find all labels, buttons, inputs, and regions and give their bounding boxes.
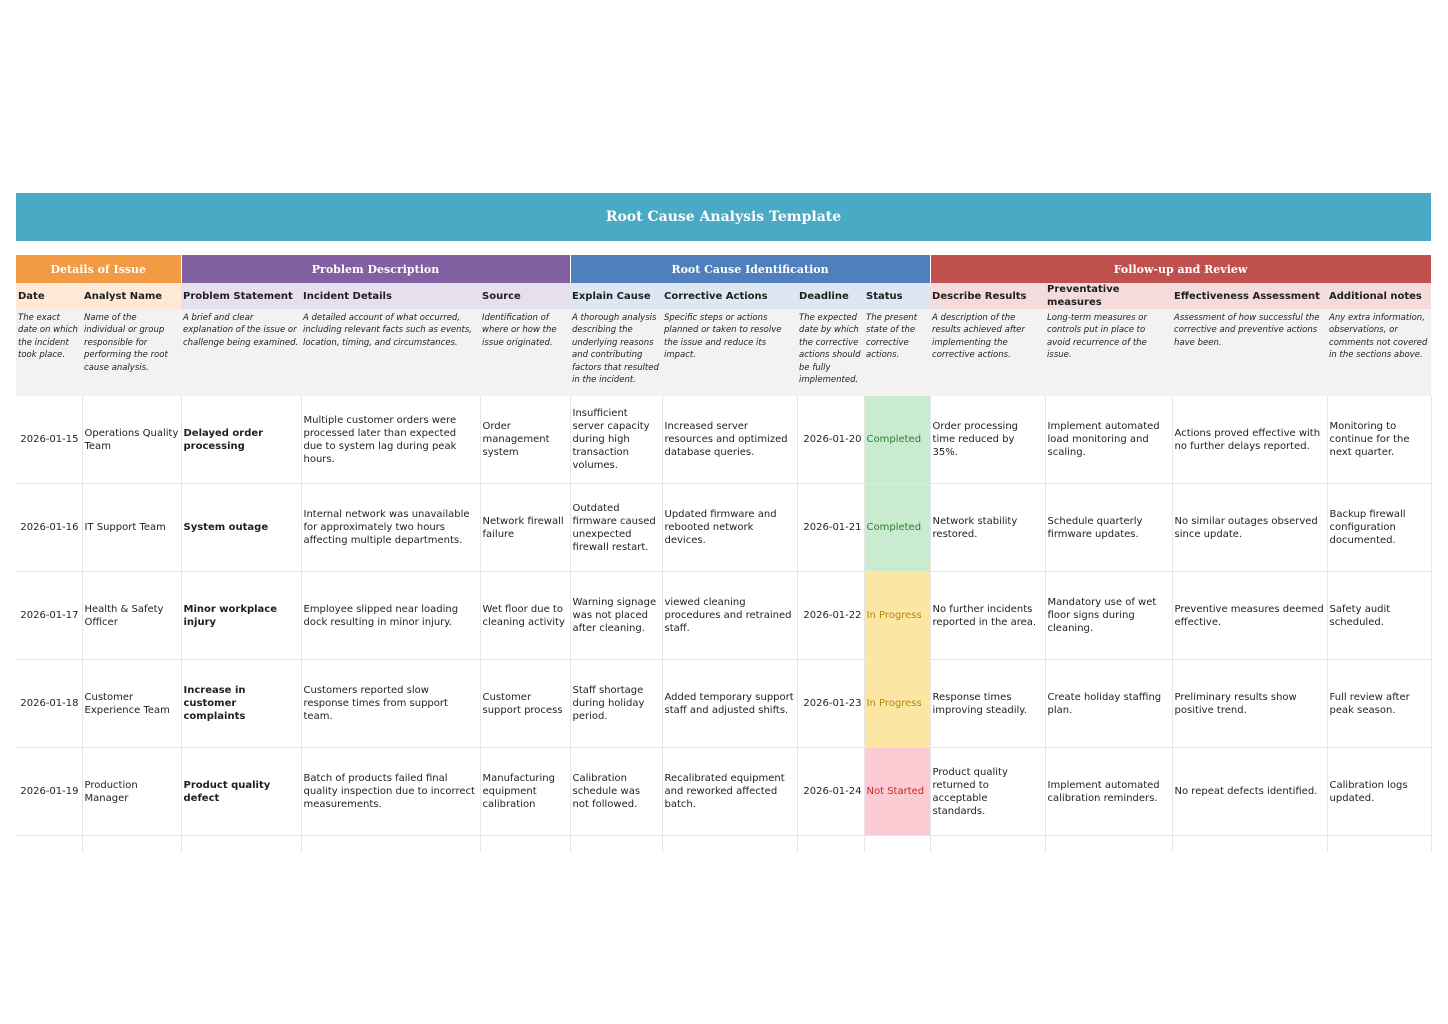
cell-additional-notes[interactable]: Full review after peak season. — [1327, 660, 1431, 748]
col-desc-source: Identification of where or how the issue originated. — [480, 309, 570, 396]
col-desc-incident-details: A detailed account of what occurred, including relevant facts such as events, location, timing, and circumstances. — [301, 309, 480, 396]
cell-preventative-measures[interactable]: Schedule quarterly firmware updates. — [1045, 484, 1172, 572]
cell-analyst[interactable]: Customer Experience Team — [82, 660, 181, 748]
empty-row — [16, 836, 1431, 853]
cell-source[interactable]: Customer support process — [480, 660, 570, 748]
cell-incident-details[interactable]: Batch of products failed final quality inspection due to incorrect measurements. — [301, 748, 480, 836]
cell-analyst[interactable]: Operations Quality Team — [82, 396, 181, 484]
col-desc-explain-cause: A thorough analysis describing the underlying reasons and contributing factors that resulted in the incident. — [570, 309, 662, 396]
col-desc-effectiveness-assessment: Assessment of how successful the corrective and preventive actions have been. — [1172, 309, 1327, 396]
empty-cell[interactable] — [1327, 836, 1431, 853]
cell-source[interactable]: Wet floor due to cleaning activity — [480, 572, 570, 660]
col-desc-corrective-actions: Specific steps or actions planned or taken to resolve the issue and reduce its impact. — [662, 309, 797, 396]
cell-explain-cause[interactable]: Staff shortage during holiday period. — [570, 660, 662, 748]
cell-analyst[interactable]: Production Manager — [82, 748, 181, 836]
cell-problem-statement[interactable]: Delayed order processing — [181, 396, 301, 484]
cell-effectiveness-assessment[interactable]: Actions proved effective with no further delays reported. — [1172, 396, 1327, 484]
cell-source[interactable]: Order management system — [480, 396, 570, 484]
table-row — [16, 660, 1431, 748]
empty-cell[interactable] — [16, 836, 82, 853]
col-header-corrective-actions[interactable]: Corrective Actions — [662, 283, 797, 309]
cell-effectiveness-assessment[interactable]: Preventive measures deemed effective. — [1172, 572, 1327, 660]
cell-status[interactable]: In Progress — [864, 572, 930, 660]
col-header-date[interactable]: Date — [16, 283, 82, 309]
col-desc-deadline: The expected date by which the corrective actions should be fully implemented. — [797, 309, 864, 396]
cell-status[interactable]: Completed — [864, 484, 930, 572]
sheet-title: Root Cause Analysis Template — [16, 193, 1431, 241]
col-desc-preventative-measures: Long-term measures or controls put in place to avoid recurrence of the issue. — [1045, 309, 1172, 396]
empty-cell[interactable] — [864, 836, 930, 853]
section-header-row — [16, 255, 1431, 283]
column-description-row — [16, 309, 1431, 396]
cell-deadline[interactable]: 2026-01-24 — [797, 748, 864, 836]
table-row — [16, 396, 1431, 484]
cell-preventative-measures[interactable]: Implement automated load monitoring and scaling. — [1045, 396, 1172, 484]
cell-date[interactable]: 2026-01-16 — [16, 484, 82, 572]
cell-effectiveness-assessment[interactable]: No similar outages observed since update. — [1172, 484, 1327, 572]
col-header-effectiveness-assessment[interactable]: Effectiveness Assessment — [1172, 283, 1327, 309]
cell-date[interactable]: 2026-01-17 — [16, 572, 82, 660]
cell-incident-details[interactable]: Multiple customer orders were processed later than expected due to system lag during peak hours. — [301, 396, 480, 484]
cell-describe-results[interactable]: Order processing time reduced by 35%. — [930, 396, 1045, 484]
empty-cell[interactable] — [570, 836, 662, 853]
cell-date[interactable]: 2026-01-19 — [16, 748, 82, 836]
table-row — [16, 484, 1431, 572]
cell-source[interactable]: Manufacturing equipment calibration — [480, 748, 570, 836]
col-desc-analyst-name: Name of the individual or group responsible for performing the root cause analysis. — [82, 309, 181, 396]
empty-cell[interactable] — [930, 836, 1045, 853]
cell-date[interactable]: 2026-01-15 — [16, 396, 82, 484]
cell-deadline[interactable]: 2026-01-20 — [797, 396, 864, 484]
cell-status[interactable]: Not Started — [864, 748, 930, 836]
cell-describe-results[interactable]: Response times improving steadily. — [930, 660, 1045, 748]
col-header-additional-notes[interactable]: Additional notes — [1327, 283, 1431, 309]
cell-additional-notes[interactable]: Backup firewall configuration documented. — [1327, 484, 1431, 572]
col-header-describe-results[interactable]: Describe Results — [930, 283, 1045, 309]
cell-additional-notes[interactable]: Safety audit scheduled. — [1327, 572, 1431, 660]
cell-source[interactable]: Network firewall failure — [480, 484, 570, 572]
cell-preventative-measures[interactable]: Create holiday staffing plan. — [1045, 660, 1172, 748]
rca-sheet — [16, 193, 1431, 852]
cell-explain-cause[interactable]: Calibration schedule was not followed. — [570, 748, 662, 836]
cell-preventative-measures[interactable]: Mandatory use of wet floor signs during cleaning. — [1045, 572, 1172, 660]
cell-explain-cause[interactable]: Insufficient server capacity during high transaction volumes. — [570, 396, 662, 484]
cell-effectiveness-assessment[interactable]: Preliminary results show positive trend. — [1172, 660, 1327, 748]
cell-describe-results[interactable]: Product quality returned to acceptable standards. — [930, 748, 1045, 836]
col-header-preventative-measures[interactable]: Preventative measures — [1045, 283, 1172, 309]
empty-cell[interactable] — [301, 836, 480, 853]
cell-problem-statement[interactable]: Increase in customer complaints — [181, 660, 301, 748]
cell-deadline[interactable]: 2026-01-22 — [797, 572, 864, 660]
table-row — [16, 748, 1431, 836]
col-header-status[interactable]: Status — [864, 283, 930, 309]
empty-cell[interactable] — [797, 836, 864, 853]
section-root-cause-identification: Root Cause Identification — [570, 255, 930, 283]
col-header-analyst-name[interactable]: Analyst Name — [82, 283, 181, 309]
cell-preventative-measures[interactable]: Implement automated calibration reminders. — [1045, 748, 1172, 836]
column-header-row — [16, 283, 1431, 309]
cell-corrective-actions[interactable]: viewed cleaning procedures and retrained staff. — [662, 572, 797, 660]
section-details-of-issue: Details of Issue — [16, 255, 181, 283]
col-desc-describe-results: A description of the results achieved after implementing the corrective actions. — [930, 309, 1045, 396]
cell-corrective-actions[interactable]: Updated firmware and rebooted network devices. — [662, 484, 797, 572]
col-header-deadline[interactable]: Deadline — [797, 283, 864, 309]
rca-table — [16, 255, 1432, 852]
cell-status[interactable]: In Progress — [864, 660, 930, 748]
empty-cell[interactable] — [480, 836, 570, 853]
cell-date[interactable]: 2026-01-18 — [16, 660, 82, 748]
cell-analyst[interactable]: Health & Safety Officer — [82, 572, 181, 660]
cell-corrective-actions[interactable]: Increased server resources and optimized database queries. — [662, 396, 797, 484]
empty-cell[interactable] — [181, 836, 301, 853]
cell-effectiveness-assessment[interactable]: No repeat defects identified. — [1172, 748, 1327, 836]
cell-corrective-actions[interactable]: Added temporary support staff and adjusted shifts. — [662, 660, 797, 748]
cell-additional-notes[interactable]: Monitoring to continue for the next quarter. — [1327, 396, 1431, 484]
cell-deadline[interactable]: 2026-01-23 — [797, 660, 864, 748]
cell-explain-cause[interactable]: Outdated firmware caused unexpected firewall restart. — [570, 484, 662, 572]
cell-problem-statement[interactable]: System outage — [181, 484, 301, 572]
cell-describe-results[interactable]: No further incidents reported in the area. — [930, 572, 1045, 660]
empty-cell[interactable] — [662, 836, 797, 853]
cell-corrective-actions[interactable]: Recalibrated equipment and reworked affected batch. — [662, 748, 797, 836]
cell-status[interactable]: Completed — [864, 396, 930, 484]
empty-cell[interactable] — [82, 836, 181, 853]
cell-incident-details[interactable]: Customers reported slow response times from support team. — [301, 660, 480, 748]
cell-describe-results[interactable]: Network stability restored. — [930, 484, 1045, 572]
cell-analyst[interactable]: IT Support Team — [82, 484, 181, 572]
col-desc-status: The present state of the corrective actions. — [864, 309, 930, 396]
col-header-source[interactable]: Source — [480, 283, 570, 309]
cell-explain-cause[interactable]: Warning signage was not placed after cleaning. — [570, 572, 662, 660]
section-problem-description: Problem Description — [181, 255, 570, 283]
table-row — [16, 572, 1431, 660]
col-desc-date: The exact date on which the incident took place. — [16, 309, 82, 396]
empty-cell[interactable] — [1172, 836, 1327, 853]
empty-cell[interactable] — [1045, 836, 1172, 853]
col-header-incident-details[interactable]: Incident Details — [301, 283, 480, 309]
col-desc-problem-statement: A brief and clear explanation of the issue or challenge being examined. — [181, 309, 301, 396]
cell-deadline[interactable]: 2026-01-21 — [797, 484, 864, 572]
cell-problem-statement[interactable]: Minor workplace injury — [181, 572, 301, 660]
cell-incident-details[interactable]: Internal network was unavailable for approximately two hours affecting multiple departments. — [301, 484, 480, 572]
cell-additional-notes[interactable]: Calibration logs updated. — [1327, 748, 1431, 836]
col-header-problem-statement[interactable]: Problem Statement — [181, 283, 301, 309]
cell-problem-statement[interactable]: Product quality defect — [181, 748, 301, 836]
section-follow-up-and-review: Follow-up and Review — [930, 255, 1431, 283]
col-header-explain-cause[interactable]: Explain Cause — [570, 283, 662, 309]
cell-incident-details[interactable]: Employee slipped near loading dock resulting in minor injury. — [301, 572, 480, 660]
col-desc-additional-notes: Any extra information, observations, or comments not covered in the sections above. — [1327, 309, 1431, 396]
